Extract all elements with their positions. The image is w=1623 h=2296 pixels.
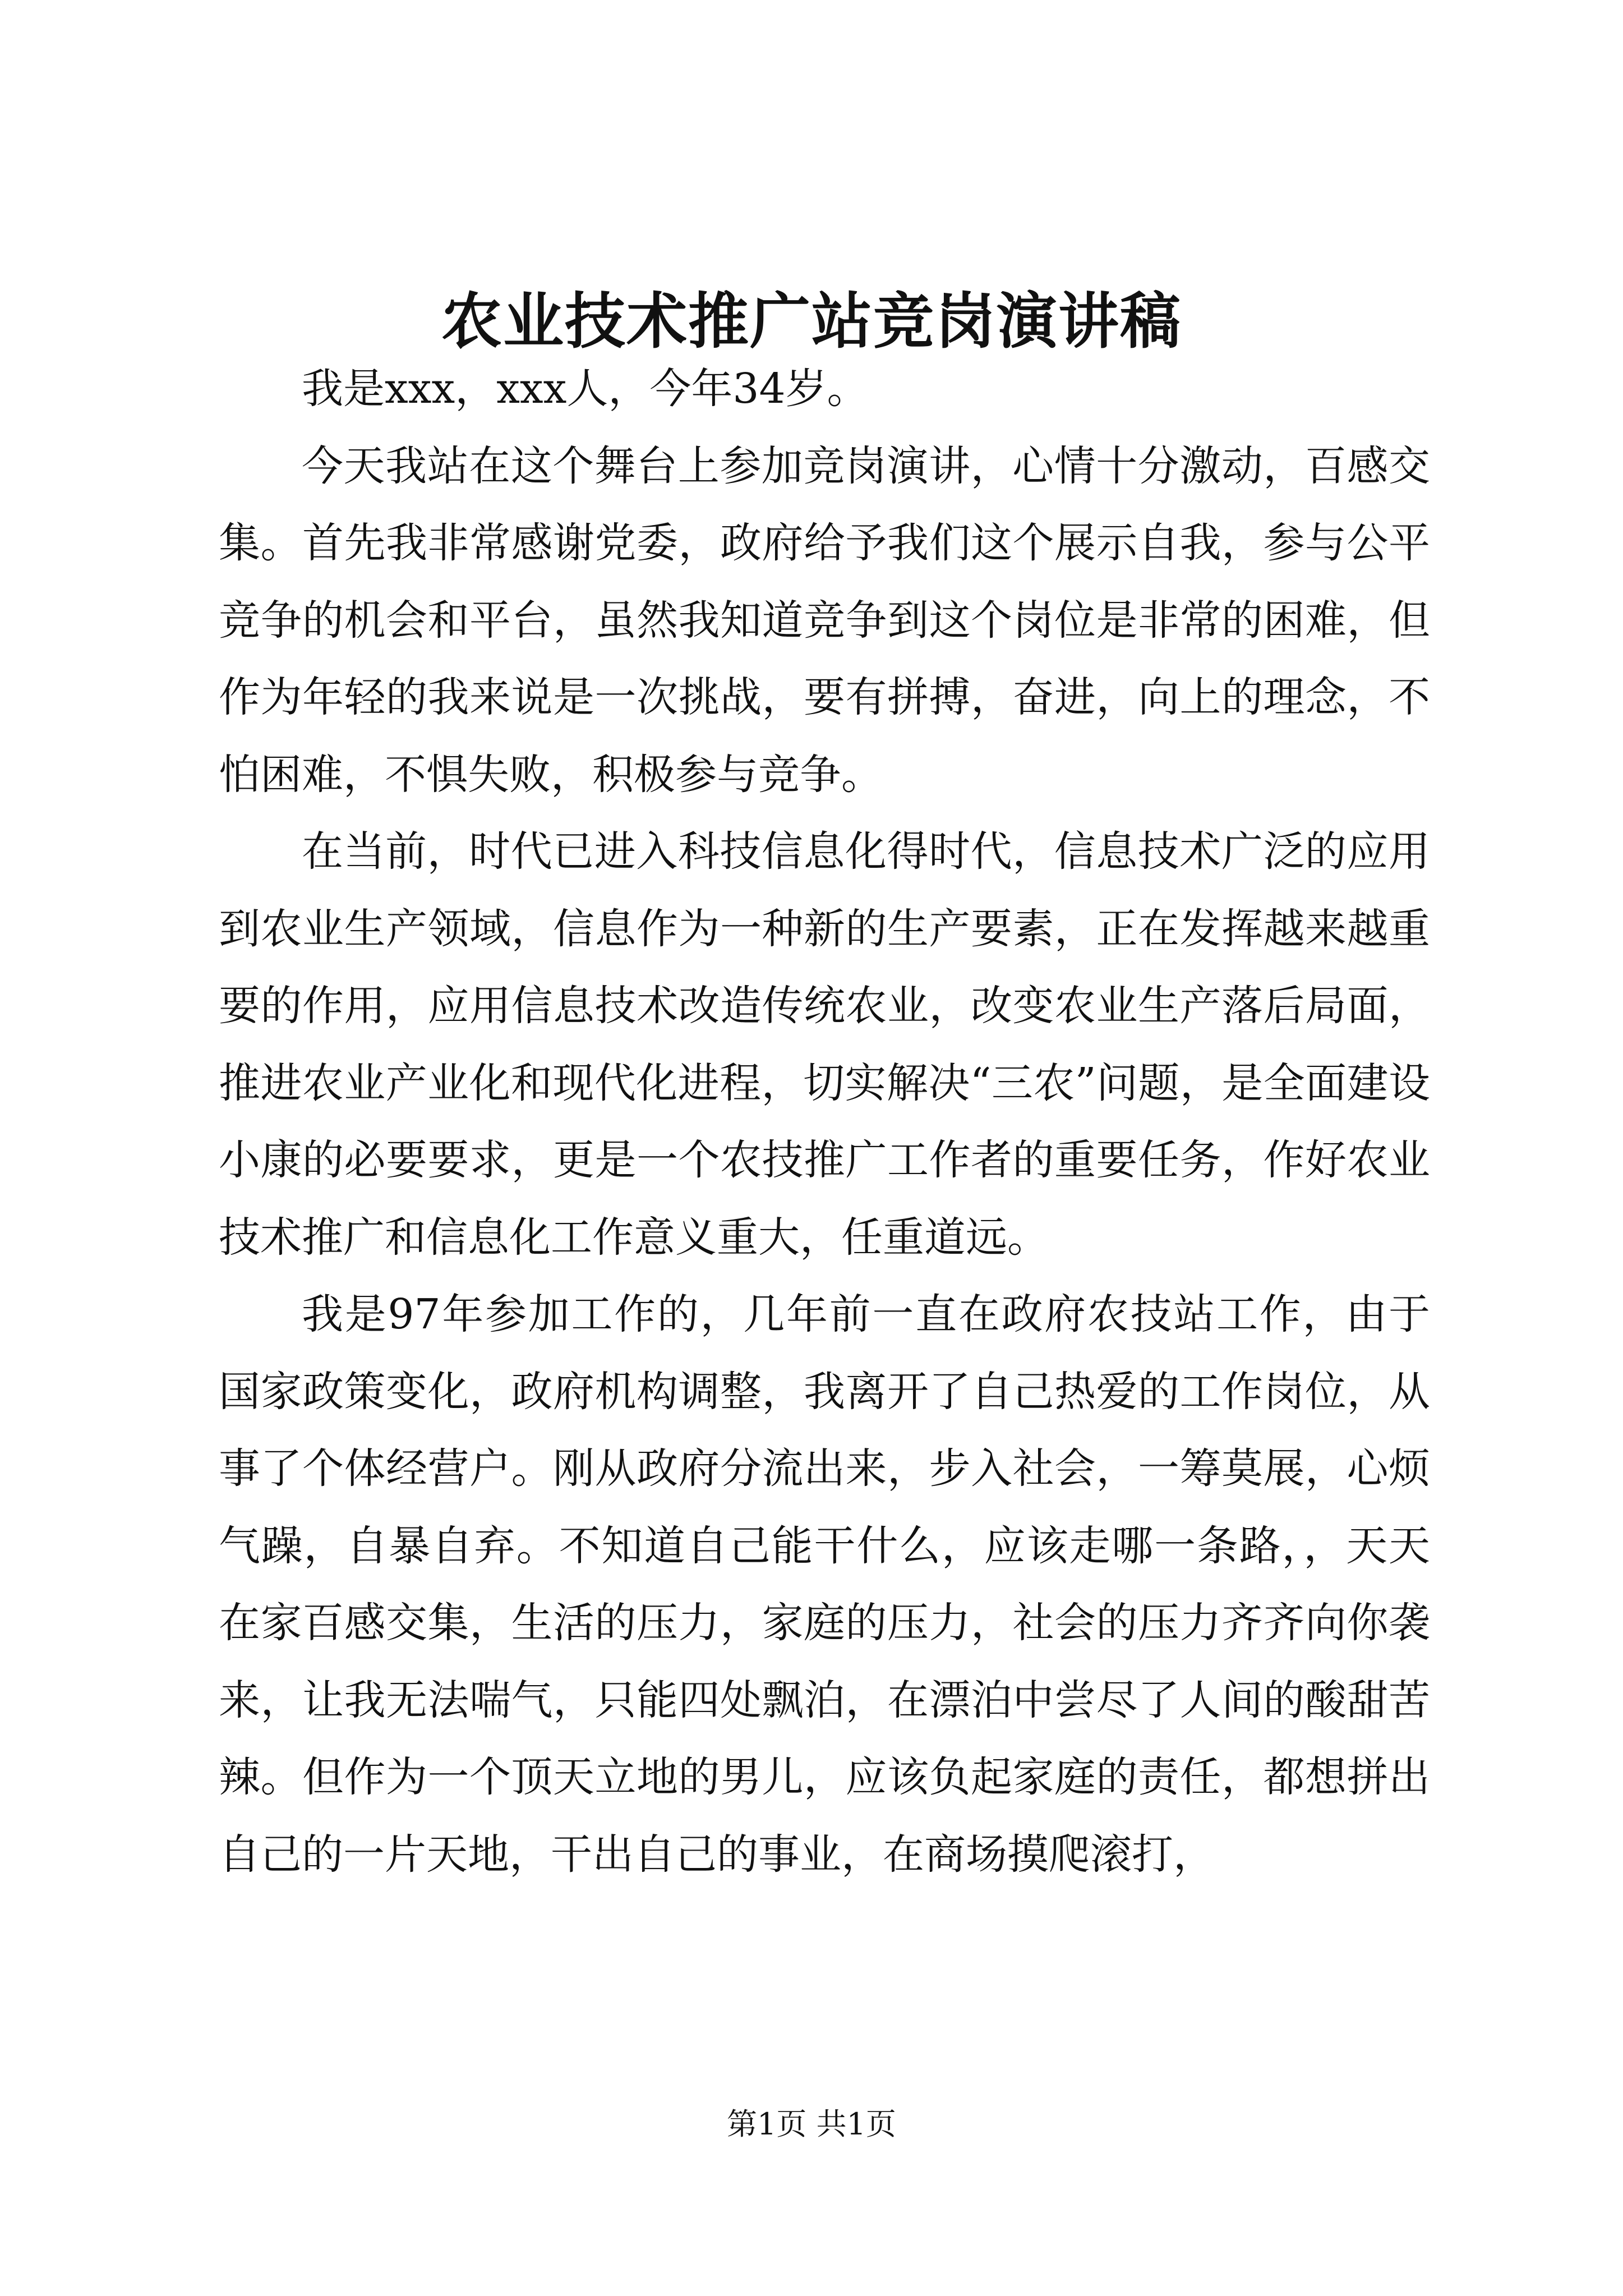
document-body	[219, 351, 1430, 1893]
page-footer: 第1页 共1页	[727, 2106, 896, 2142]
paragraph-informatization: 在当前，时代已进入科技信息化得时代，信息技术广泛的应用到农业生产领域，信息作为一种新的生产要素，正在发挥越来越重要的作用，应用信息技术改造传统农业，改变农业生产落后局面，推进农业产业化和现代化进程，切实解决“三农”问题，是全面建设小康的必要要求，更是一个农技推广工作者的重要任务，作好农业技术推广和信息化工作意义重大，任重道远。	[219, 827, 1430, 1262]
paragraph-experience: 我是97年参加工作的，几年前一直在政府农技站工作，由于国家政策变化，政府机构调整，我离开了自己热爱的工作岗位，从事了个体经营户。刚从政府分流出来，步入社会，一筹莫展，心烦气躁，自暴自弃。不知道自己能干什么，应该走哪一条路，，天天在家百感交集，生活的压力，家庭的压力，社会的压力齐齐向你袭来，让我无法喘气，只能四处飘泊，在漂泊中尝尽了人间的酸甜苦辣。但作为一个顶天立地的男儿，应该负起家庭的责任，都想拼出自己的一片天地，干出自己的事业，在商场摸爬滚打，	[219, 1290, 1430, 1879]
paragraph-intro: 我是xxx，xxx人，今年34岁。	[302, 365, 869, 413]
paragraph-gratitude: 今天我站在这个舞台上参加竞岗演讲，心情十分激动，百感交集。首先我非常感谢党委，政府给予我们这个展示自我，参与公平竞争的机会和平台，虽然我知道竞争到这个岗位是非常的困难，但作为年轻的我来说是一次挑战，要有拼搏，奋进，向上的理念，不怕困难，不惧失败，积极参与竞争。	[219, 441, 1430, 799]
document-title: 农业技术推广站竞岗演讲稿	[441, 286, 1182, 357]
